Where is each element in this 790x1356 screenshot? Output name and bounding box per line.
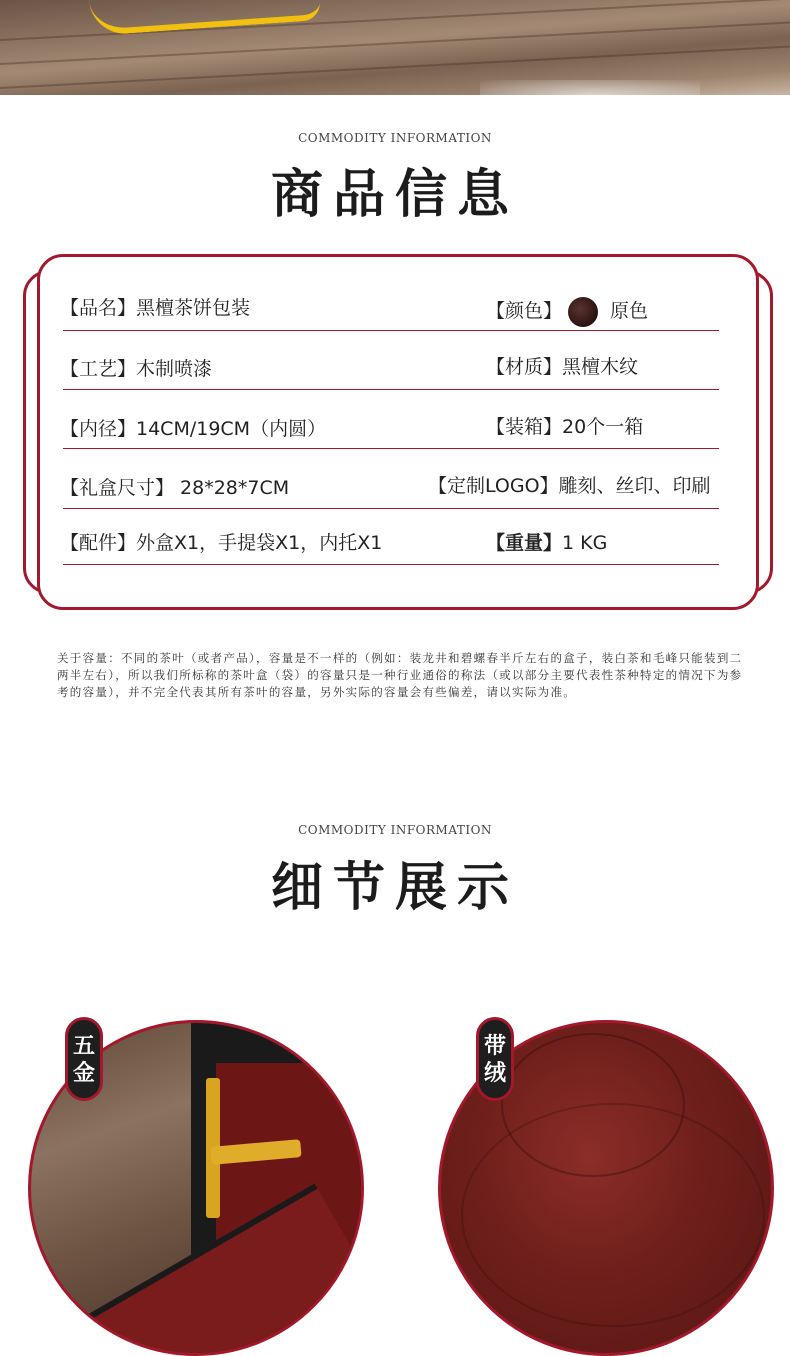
section-subtitle: COMMODITY INFORMATION <box>298 823 492 837</box>
divider <box>63 448 719 449</box>
section-subtitle: COMMODITY INFORMATION <box>298 131 492 145</box>
info-color-value: 原色 <box>610 300 649 322</box>
section-title: 商品信息 <box>270 164 519 225</box>
info-box-size: 【礼盒尺寸】 28*28*7CM <box>60 477 290 499</box>
info-material: 【材质】黑檀木纹 <box>486 356 639 378</box>
product-photo-top <box>0 0 790 95</box>
yellow-ribbon <box>89 0 321 36</box>
divider <box>63 508 719 509</box>
divider <box>63 389 719 390</box>
capacity-note: 关于容量：不同的茶叶（或者产品），容量是不一样的（例如：装龙井和碧螺春半斤左右的盒子，装白茶和毛峰只能装到二两半左右），所以我们所标称的茶叶盒（袋）的容量只是一种行业通俗的称法（或以部分主要代表性茶种特定的情况下为参考的容量），并不完全代表其所有茶叶的容量，另外实际的容量会有些偏差，请以实际为准。 <box>57 651 743 699</box>
info-inner-diameter: 【内径】14CM/19CM（内圆） <box>60 418 327 440</box>
info-product-name: 【品名】黑檀茶饼包装 <box>60 297 251 319</box>
info-accessories: 【配件】外盒X1，手提袋X1，内托X1 <box>60 532 383 554</box>
info-color <box>486 296 648 327</box>
info-weight: 【重量】1 KG <box>486 532 608 554</box>
divider <box>63 330 719 331</box>
info-custom-logo: 【定制LOGO】雕刻、丝印、印刷 <box>428 475 711 497</box>
info-packing: 【装箱】20个一箱 <box>486 416 644 438</box>
info-craft: 【工艺】木制喷漆 <box>60 358 213 380</box>
info-color-label: 【颜色】 <box>486 300 563 322</box>
section-title: 细节展示 <box>270 857 519 918</box>
badge-velvet: 带绒 <box>476 1017 514 1101</box>
badge-hardware: 五金 <box>65 1017 103 1101</box>
color-swatch <box>568 297 598 327</box>
divider <box>63 564 719 565</box>
